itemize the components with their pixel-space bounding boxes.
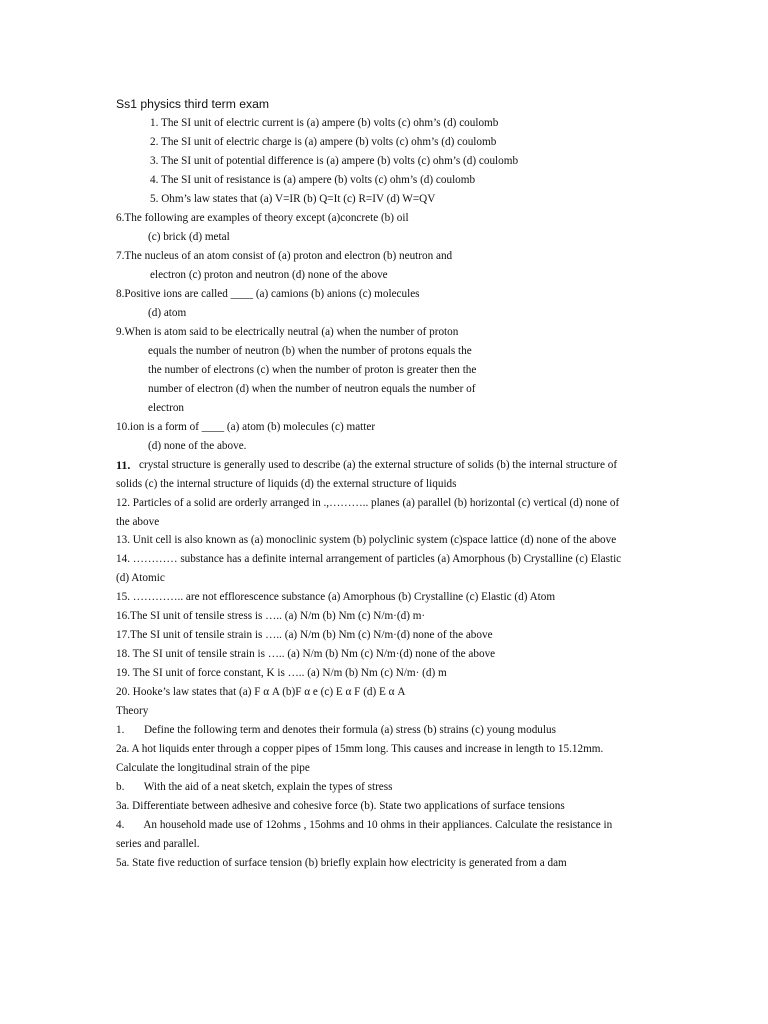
question-9-cont-2: the number of electrons (c) when the number of proton is greater then the bbox=[148, 364, 477, 376]
question-7: 7.The nucleus of an atom consist of (a) proton and electron (b) neutron and bbox=[116, 250, 453, 262]
theory-4: 4. An household made use of 12ohms , 15ohms and 10 ohms in their appliances. Calculate the resistance in bbox=[116, 819, 613, 831]
question-18: 18. The SI unit of tensile strain is ….. (a) N/m (b) Nm (c) N/m·(d) none of the above bbox=[116, 648, 496, 660]
theory-2a-cont: Calculate the longitudinal strain of the pipe bbox=[116, 762, 310, 774]
question-6: 6.The following are examples of theory except (a)concrete (b) oil bbox=[116, 212, 409, 224]
theory-2b: b. With the aid of a neat sketch, explain the types of stress bbox=[116, 781, 393, 793]
question-9-cont-1: equals the number of neutron (b) when the number of protons equals the bbox=[148, 345, 472, 357]
question-11-number: 11. bbox=[116, 458, 131, 472]
question-6-cont: (c) brick (d) metal bbox=[148, 231, 230, 243]
question-19: 19. The SI unit of force constant, K is ….. (a) N/m (b) Nm (c) N/m· (d) m bbox=[116, 667, 447, 679]
theory-3a: 3a. Differentiate between adhesive and cohesive force (b). State two applications of surface tensions bbox=[116, 800, 565, 812]
question-14-cont: (d) Atomic bbox=[116, 572, 165, 584]
question-16: 16.The SI unit of tensile stress is ….. (a) N/m (b) Nm (c) N/m·(d) m· bbox=[116, 610, 426, 622]
question-8-cont: (d) atom bbox=[148, 307, 187, 319]
question-17: 17.The SI unit of tensile strain is ….. (a) N/m (b) Nm (c) N/m·(d) none of the above bbox=[116, 629, 493, 641]
question-11: crystal structure is generally used to describe (a) the external structure of solids (b) the internal structure of bbox=[139, 459, 618, 471]
question-9-cont-3: number of electron (d) when the number of neutron equals the number of bbox=[148, 383, 476, 395]
exam-title: Ss1 physics third term exam bbox=[116, 97, 270, 111]
theory-heading: Theory bbox=[116, 705, 149, 717]
theory-4-cont: series and parallel. bbox=[116, 838, 200, 850]
question-15: 15. ………….. are not efflorescence substance (a) Amorphous (b) Crystalline (c) Elastic (d) Atom bbox=[116, 591, 556, 603]
question-20: 20. Hooke’s law states that (a) F α A (b)F α e (c) E α F (d) E α A bbox=[116, 686, 406, 698]
question-5: 5. Ohm’s law states that (a) V=IR (b) Q=It (c) R=IV (d) W=QV bbox=[150, 193, 436, 205]
question-9-cont-4: electron bbox=[148, 402, 185, 414]
question-8: 8.Positive ions are called ____ (a) camions (b) anions (c) molecules bbox=[116, 288, 420, 300]
question-10-cont: (d) none of the above. bbox=[148, 440, 247, 452]
question-1: 1. The SI unit of electric current is (a) ampere (b) volts (c) ohm’s (d) coulomb bbox=[150, 117, 499, 129]
question-12-cont: the above bbox=[116, 516, 160, 528]
question-10: 10.ion is a form of ____ (a) atom (b) molecules (c) matter bbox=[116, 421, 376, 433]
question-7-cont: electron (c) proton and neutron (d) none of the above bbox=[150, 269, 388, 281]
question-11-cont: solids (c) the internal structure of liquids (d) the external structure of liquids bbox=[116, 478, 457, 490]
theory-2a: 2a. A hot liquids enter through a copper pipes of 15mm long. This causes and increase in length to 15.12mm. bbox=[116, 743, 604, 755]
theory-1: 1. Define the following term and denotes their formula (a) stress (b) strains (c) young modulus bbox=[116, 724, 556, 736]
question-3: 3. The SI unit of potential difference is (a) ampere (b) volts (c) ohm’s (d) coulomb bbox=[150, 155, 519, 167]
question-13: 13. Unit cell is also known as (a) monoclinic system (b) polyclinic system (c)space lattice (d) none of the above bbox=[116, 534, 617, 546]
question-9: 9.When is atom said to be electrically neutral (a) when the number of proton bbox=[116, 326, 459, 338]
question-4: 4. The SI unit of resistance is (a) ampere (b) volts (c) ohm’s (d) coulomb bbox=[150, 174, 476, 186]
theory-5a: 5a. State five reduction of surface tension (b) briefly explain how electricity is generated from a dam bbox=[116, 857, 567, 869]
question-14: 14. ………… substance has a definite internal arrangement of particles (a) Amorphous (b) Crystalline (c) Elastic bbox=[116, 553, 622, 565]
question-12: 12. Particles of a solid are orderly arranged in .,……….. planes (a) parallel (b) horizontal (c) vertical (d) none of bbox=[116, 497, 620, 509]
question-2: 2. The SI unit of electric charge is (a) ampere (b) volts (c) ohm’s (d) coulomb bbox=[150, 136, 497, 148]
